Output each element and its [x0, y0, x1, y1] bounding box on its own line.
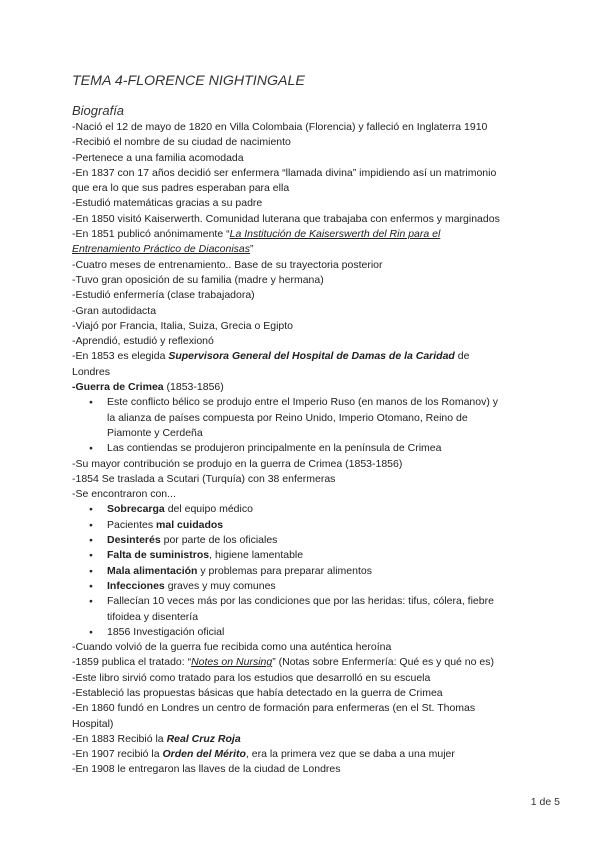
- bullet-item: [72, 579, 542, 594]
- bullet-continuation: Piamonte y Cerdeña: [107, 426, 203, 439]
- page-title: TEMA 4-FLORENCE NIGHTINGALE: [72, 73, 305, 89]
- bullet-item: ● Este conflicto bélico se produjo entre el Imperio Ruso (en manos de los Romanov) y: [72, 395, 542, 410]
- text-span: ” (Notas sobre Enfermería: Qué es y qué no es): [272, 656, 494, 669]
- text-line: -En 1850 visitó Kaiserwerth. Comunidad luterana que trabajaba con enfermos y marginados: [72, 212, 500, 225]
- text-line: -Gran autodidacta: [72, 304, 157, 317]
- text-span: Pacientes: [107, 518, 157, 531]
- bullet-item: [72, 533, 542, 548]
- supervisora-title: Supervisora General del Hospital de Damas de la Caridad: [168, 350, 455, 363]
- text-span: -En 1907 recibió la: [72, 748, 163, 761]
- book-title-kaiserswerth-cont: Entrenamiento Práctico de Diaconisas: [72, 243, 251, 256]
- bold-term: Sobrecarga: [107, 503, 165, 516]
- bold-term: mal cuidados: [156, 518, 224, 531]
- text-line: -Tuvo gran oposición de su familia (madre y hermana): [72, 273, 324, 286]
- text-line: [72, 349, 542, 364]
- text-line: -Viajó por Francia, Italia, Suiza, Grecia o Egipto: [72, 319, 293, 332]
- text-span: -En 1853 es elegida: [72, 350, 169, 363]
- bullet-continuation: tifoidea y disentería: [107, 610, 199, 623]
- text-line: -Pertenece a una familia acomodada: [72, 151, 244, 164]
- book-title-kaiserswerth: La Institución de Kaiserswerth del Rin para el: [229, 228, 441, 241]
- bullet-item: ● 1856 Investigación oficial: [72, 625, 542, 640]
- text-line: [72, 747, 542, 762]
- text-line: [72, 242, 542, 257]
- text-line: [72, 227, 542, 242]
- text-span: , higiene lamentable: [209, 549, 304, 562]
- text-line: -Recibió el nombre de su ciudad de nacimiento: [72, 136, 291, 149]
- award-red-cross: Real Cruz Roja: [166, 732, 241, 745]
- text-line: -Cuatro meses de entrenamiento.. Base de su trayectoria posterior: [72, 258, 383, 271]
- text-line: -Aprendió, estudió y reflexionó: [72, 335, 214, 348]
- text-line: -Este libro sirvió como tratado para los estudios que desarrolló en su escuela: [72, 671, 431, 684]
- text-span: -1859 publica el tratado: “: [72, 656, 192, 669]
- text-line: -Estudió matemáticas gracias a su padre: [72, 197, 263, 210]
- text-line: Hospital): [72, 717, 114, 730]
- crimea-war-heading: -Guerra de Crimea: [72, 381, 164, 394]
- book-title-notes-on-nursing: Notes on Nursing: [191, 656, 273, 669]
- bullet-item: [72, 564, 542, 579]
- bullet-continuation: la alianza de países compuesta por Reino Unido, Imperio Otomano, Reino de: [107, 411, 468, 424]
- bold-term: Infecciones: [107, 579, 165, 592]
- text-line: que era lo que sus padres esperaban para ella: [72, 182, 290, 195]
- text-line: -En 1908 le entregaron las llaves de la ciudad de Londres: [72, 763, 341, 776]
- text-line: [72, 655, 542, 670]
- bullet-item: [72, 518, 542, 533]
- bold-term: Falta de suministros: [107, 549, 210, 562]
- text-line: -Su mayor contribución se produjo en la guerra de Crimea (1853-1856): [72, 457, 403, 470]
- text-line: Londres: [72, 365, 110, 378]
- biography-body: [72, 120, 542, 778]
- text-line: -Se encontraron con...: [72, 488, 176, 501]
- text-line: [72, 380, 542, 395]
- bullet-item: ● Las contiendas se produjeron principalmente en la península de Crimea: [72, 441, 542, 456]
- text-span: de: [454, 350, 470, 363]
- text-line: -En 1837 con 17 años decidió ser enfermera “llamada divina” impidiendo así un matrimonio: [72, 166, 497, 179]
- bullet-item: [72, 502, 542, 517]
- text-span: (1853-1856): [163, 381, 224, 394]
- bullet-item: [72, 548, 542, 563]
- text-span: del equipo médico: [164, 503, 253, 516]
- text-line: -Nació el 12 de mayo de 1820 en Villa Colombaia (Florencia) y falleció en Inglaterra 1910: [72, 121, 488, 133]
- page-number: 1 de 5: [530, 796, 560, 808]
- text-span: graves y muy comunes: [164, 579, 276, 592]
- text-line: [72, 732, 542, 747]
- bold-term: Mala alimentación: [107, 564, 198, 577]
- text-span: -En 1883 Recibió la: [72, 732, 167, 745]
- section-heading: Biografía: [72, 103, 125, 118]
- bold-term: Desinterés: [107, 534, 161, 547]
- text-span: ”: [250, 243, 254, 256]
- text-span: y problemas para preparar alimentos: [197, 564, 372, 577]
- text-line: -1854 Se traslada a Scutari (Turquía) con 38 enfermeras: [72, 472, 336, 485]
- text-span: -En 1851 publicó anónimamente “: [72, 228, 230, 241]
- award-order-of-merit: Orden del Mérito: [162, 748, 246, 761]
- text-span: por parte de los oficiales: [160, 534, 278, 547]
- bullet-item: ● Fallecían 10 veces más por las condiciones que por las heridas: tifus, cólera, fiebre: [72, 594, 542, 609]
- text-line: -Estableció las propuestas básicas que había detectado en la guerra de Crimea: [72, 686, 443, 699]
- text-span: , era la primera vez que se daba a una mujer: [245, 748, 455, 761]
- text-line: -Estudió enfermería (clase trabajadora): [72, 289, 255, 302]
- text-line: -Cuando volvió de la guerra fue recibida como una auténtica heroína: [72, 641, 392, 654]
- text-line: -En 1860 fundó en Londres un centro de formación para enfermeras (en el St. Thomas: [72, 702, 476, 715]
